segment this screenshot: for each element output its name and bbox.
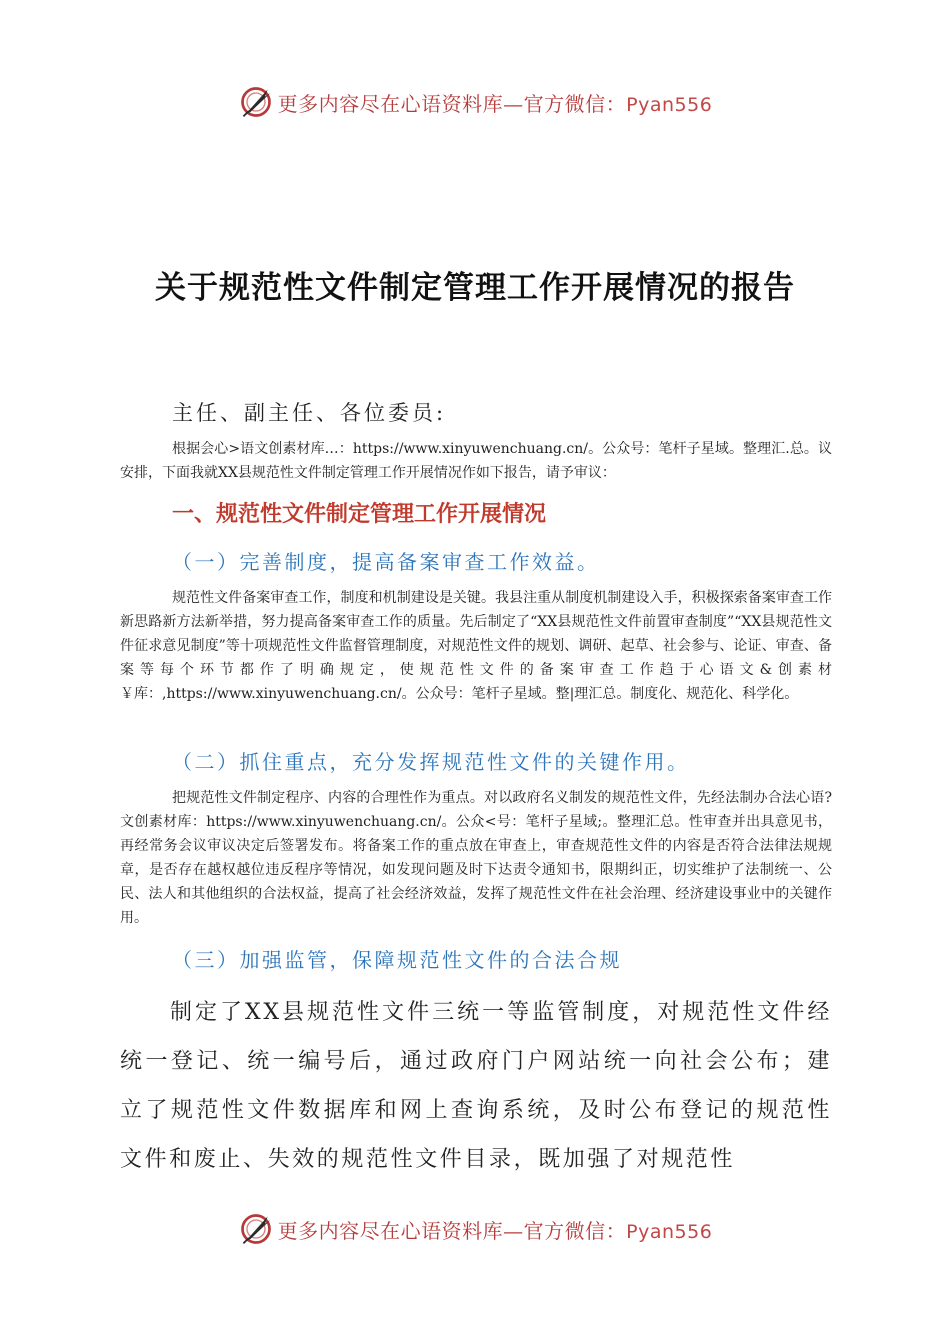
sub1-paragraph: 规范性文件备案审查工作，制度和机制建设是关键。我县注重从制度机制建设入手，积极探索备案审查工作新思路新方法新举措，努力提高备案审查工作的质量。先后制定了“XX县规范性文件前置审查制度”“XX县规范性文件征求意见制度”等十项规范性文件监督管理制度，对规范性文件的规划、调研、起草、社会参与、论证、审查、备案等每个环节都作了明确规定，使规范性文件的备案审查工作趋于心语文&创素材￥库：,https://www.xinyuwenchuang.cn/。公众号：笔杆子星域。整|理汇总。制度化、规范化、科学化。 — [120, 590, 832, 702]
header-banner — [0, 82, 950, 122]
footer-banner — [0, 1209, 950, 1249]
sub2-paragraph: 把规范性文件制定程序、内容的合理性作为重点。对以政府名义制发的规范性文件，先经法制办合法心语?文创素材库：https://www.xinyuwenchuang.cn/。公众<号：笔杆子星域;。整理汇总。性审查并出具意见书，再经常务会议审议决定后签署发布。将备案工作的重点放在审查上，审查规范性文件的内容是否符合法律法规规章，是否存在越权越位违反程序等情况，如发现问题及时下达责令通知书，限期纠正，切实维护了法制统一、公民、法人和其他组织的合法权益，提高了社会经济效益，发挥了规范性文件在社会治理、经济建设事业中的关键作用。 — [120, 790, 832, 926]
quill-logo-icon — [238, 1211, 274, 1247]
sub-heading-1: （一）完善制度，提高备案审查工作效益。 — [172, 550, 600, 574]
intro-paragraph: 根据会心>语文创素材库…：https://www.xinyuwenchuang.cn/。公众号：笔杆子星域。整理汇.总。议安排，下面我就XX县规范性文件制定管理工作开展情况作如下报告，请予审议： — [120, 441, 832, 481]
banner-text: 更多内容尽在心语资料库—官方微信：Pyan556 — [277, 1218, 713, 1243]
wechat-id: Pyan556 — [626, 1220, 713, 1243]
sub3-paragraph: 制定了XX县规范性文件三统一等监管制度，对规范性文件经统一登记、统一编号后，通过政府门户网站统一向社会公布；建立了规范性文件数据库和网上查询系统，及时公布登记的规范性文件和废止、失效的规范性文件目录，既加强了对规范性 — [120, 1000, 832, 1172]
banner-text: 更多内容尽在心语资料库—官方微信：Pyan556 — [277, 91, 713, 116]
wechat-id: Pyan556 — [626, 93, 713, 116]
sub-heading-2: （二）抓住重点，充分发挥规范性文件的关键作用。 — [172, 750, 690, 774]
sub-heading-3: （三）加强监管，保障规范性文件的合法合规 — [172, 948, 622, 972]
quill-logo-icon — [238, 84, 274, 120]
section-heading-1: 一、规范性文件制定管理工作开展情况 — [172, 502, 547, 527]
page-title: 关于规范性文件制定管理工作开展情况的报告 — [155, 270, 795, 306]
greeting: 主任、副主任、各位委员: — [172, 401, 447, 425]
